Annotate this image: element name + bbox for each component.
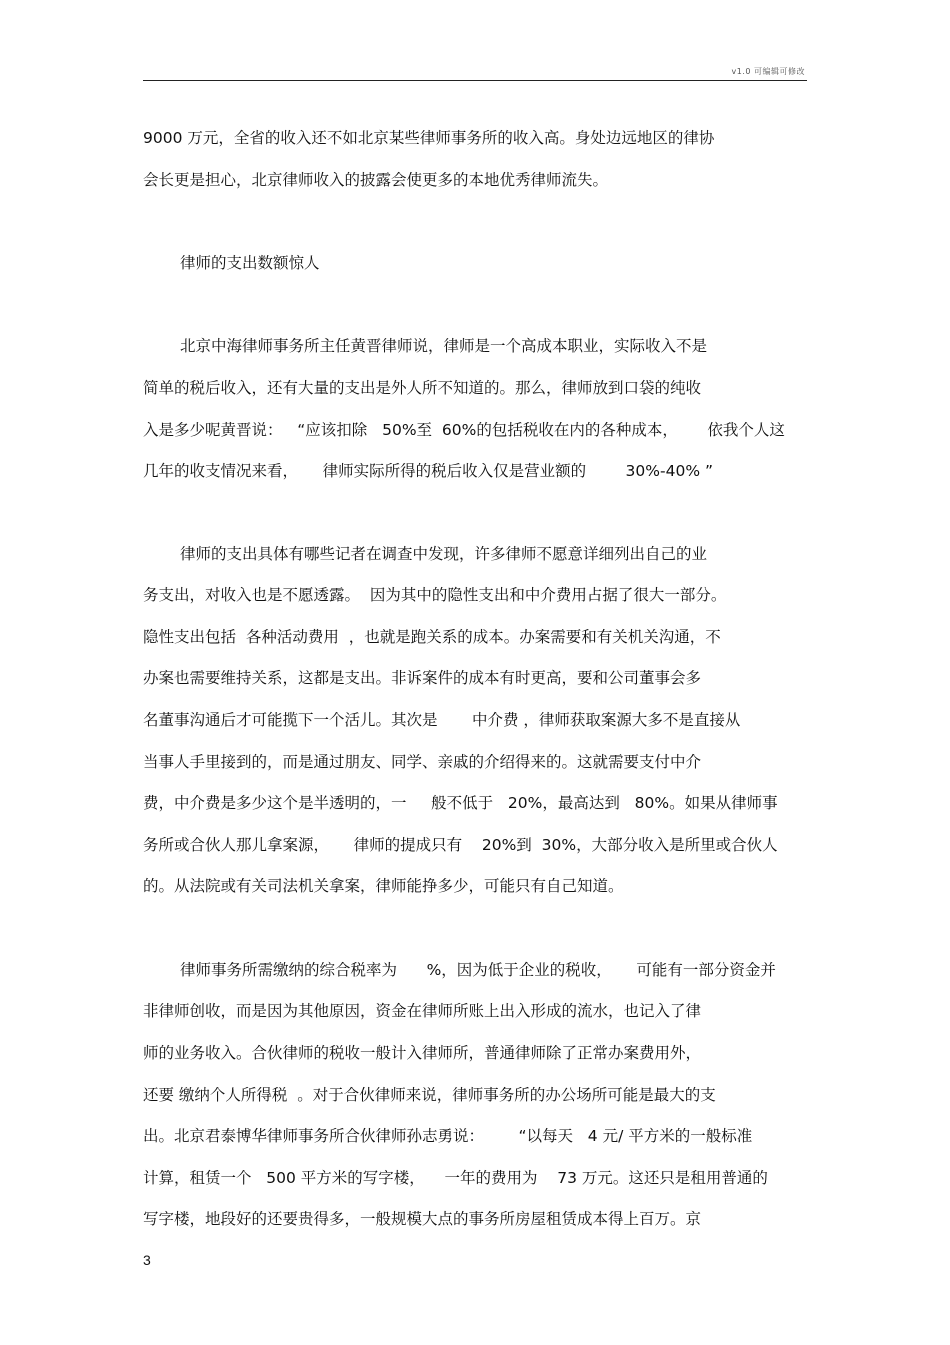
- body-line: 计算，租赁一个 500 平方米的写字楼， 一年的费用为 73 万元。这还只是租用普通的: [143, 1169, 768, 1187]
- body-line: 办案也需要维持关系，这都是支出。非诉案件的成本有时更高，要和公司董事会多: [143, 669, 702, 687]
- body-line: 的。从法院或有关司法机关拿案，律师能挣多少，可能只有自己知道。: [143, 877, 624, 895]
- body-line: 务支出，对收入也是不愿透露。 因为其中的隐性支出和中介费用占据了很大一部分。: [143, 586, 727, 604]
- body-line: 北京中海律师事务所主任黄晋律师说，律师是一个高成本职业，实际收入不是: [180, 337, 708, 355]
- section-heading: 律师的支出数额惊人: [180, 254, 320, 272]
- body-line: 律师的支出具体有哪些记者在调查中发现，许多律师不愿意详细列出自己的业: [180, 545, 708, 563]
- body-line: 简单的税后收入，还有大量的支出是外人所不知道的。那么，律师放到口袋的纯收: [143, 379, 702, 397]
- body-line: 隐性支出包括 各种活动费用 ，也就是跑关系的成本。办案需要和有关机关沟通，不: [143, 628, 721, 646]
- body-line: 师的业务收入。合伙律师的税收一般计入律师所，普通律师除了正常办案费用外，: [143, 1044, 702, 1062]
- body-line: 会长更是担心，北京律师收入的披露会使更多的本地优秀律师流失。: [143, 171, 609, 189]
- body-line: 名董事沟通后才可能揽下一个活儿。其次是 中介费 ，律师获取案源大多不是直接从: [143, 711, 741, 729]
- body-line: 写字楼，地段好的还要贵得多，一般规模大点的事务所房屋租赁成本得上百万。京: [143, 1210, 702, 1228]
- page-number: 3: [143, 1252, 151, 1268]
- body-line: 9000 万元，全省的收入还不如北京某些律师事务所的收入高。身处边远地区的律协: [143, 129, 715, 147]
- body-line: 几年的收支情况来看， 律师实际所得的税后收入仅是营业额的 30%-40% ”: [143, 462, 714, 480]
- body-line: 还要 缴纳个人所得税 。对于合伙律师来说，律师事务所的办公场所可能是最大的支: [143, 1086, 716, 1104]
- header-label: v1.0 可编辑可修改: [731, 67, 805, 76]
- body-line: 当事人手里接到的，而是通过朋友、同学、亲戚的介绍得来的。这就需要支付中介: [143, 753, 702, 771]
- body-line: 费，中介费是多少这个是半透明的，一 般不低于 20%，最高达到 80%。如果从律师事: [143, 794, 778, 812]
- header-divider: [143, 80, 807, 81]
- body-line: 非律师创收，而是因为其他原因，资金在律师所账上出入形成的流水，也记入了律: [143, 1002, 702, 1020]
- body-line: 务所或合伙人那儿拿案源， 律师的提成只有 20%到 30%，大部分收入是所里或合伙人: [143, 836, 778, 854]
- body-line: 律师事务所需缴纳的综合税率为 %，因为低于企业的税收， 可能有一部分资金并: [180, 961, 776, 979]
- body-line: 入是多少呢黄晋说： “应该扣除 50%至 60%的包括税收在内的各种成本， 依我个人这: [143, 421, 785, 439]
- body-line: 出。北京君泰博华律师事务所合伙律师孙志勇说： “以每天 4 元/ 平方米的一般标准: [143, 1127, 753, 1145]
